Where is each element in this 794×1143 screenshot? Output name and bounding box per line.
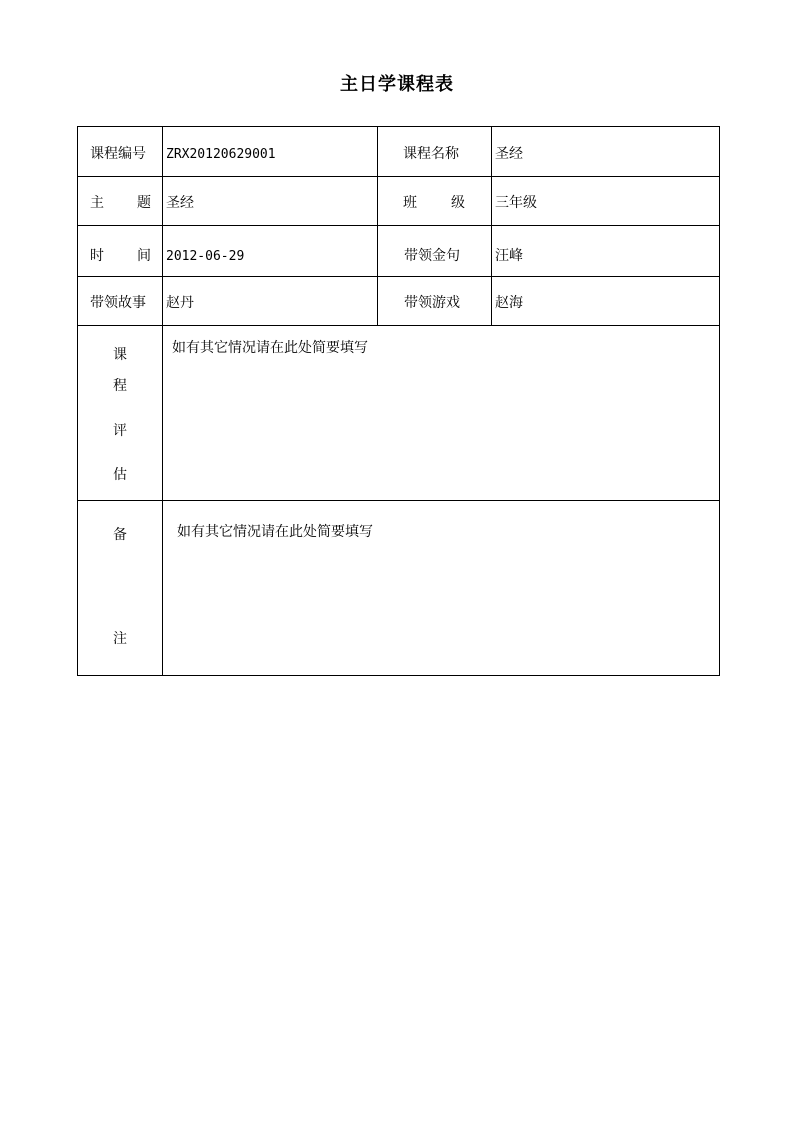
time-value: 2012-06-29 — [166, 249, 245, 264]
evaluation-text[interactable]: 如有其它情况请在此处简要填写 — [172, 340, 368, 356]
col-divider — [162, 127, 163, 675]
time-label-char: 时 — [90, 248, 104, 264]
story-value: 赵丹 — [166, 295, 194, 311]
time-label-char: 间 — [137, 248, 151, 264]
story-label: 带领故事 — [90, 295, 146, 311]
game-value: 赵海 — [495, 295, 523, 311]
course-no-label: 课程编号 — [90, 146, 146, 162]
row-divider — [78, 176, 719, 177]
evaluation-label-char: 课 — [113, 347, 127, 363]
time-label — [90, 248, 151, 264]
golden-verse-value: 汪峰 — [495, 248, 523, 264]
row-divider — [78, 325, 719, 326]
class-value: 三年级 — [495, 195, 537, 211]
remarks-label-char: 备 — [113, 527, 127, 543]
row-divider — [78, 225, 719, 226]
topic-label-char: 主 — [90, 195, 104, 211]
remarks-text[interactable]: 如有其它情况请在此处简要填写 — [177, 524, 373, 540]
topic-value: 圣经 — [166, 195, 194, 211]
course-name-label: 课程名称 — [403, 146, 459, 162]
course-name-value: 圣经 — [495, 146, 523, 162]
evaluation-label-char: 评 — [113, 423, 127, 439]
row-divider — [78, 500, 719, 501]
class-label-char: 级 — [451, 195, 465, 211]
remarks-label-char: 注 — [113, 631, 127, 647]
col-divider — [491, 127, 492, 325]
page-title: 主日学课程表 — [340, 74, 454, 95]
col-divider — [377, 127, 378, 325]
class-label — [403, 195, 465, 211]
row-divider — [78, 276, 719, 277]
topic-label — [90, 195, 151, 211]
golden-verse-label: 带领金句 — [404, 248, 460, 264]
class-label-char: 班 — [403, 195, 417, 211]
game-label: 带领游戏 — [404, 295, 460, 311]
evaluation-label-char: 程 — [113, 378, 127, 394]
course-no-value: ZRX20120629001 — [166, 147, 276, 162]
evaluation-label-char: 估 — [113, 467, 127, 483]
schedule-table — [77, 126, 720, 676]
topic-label-char: 题 — [137, 195, 151, 211]
